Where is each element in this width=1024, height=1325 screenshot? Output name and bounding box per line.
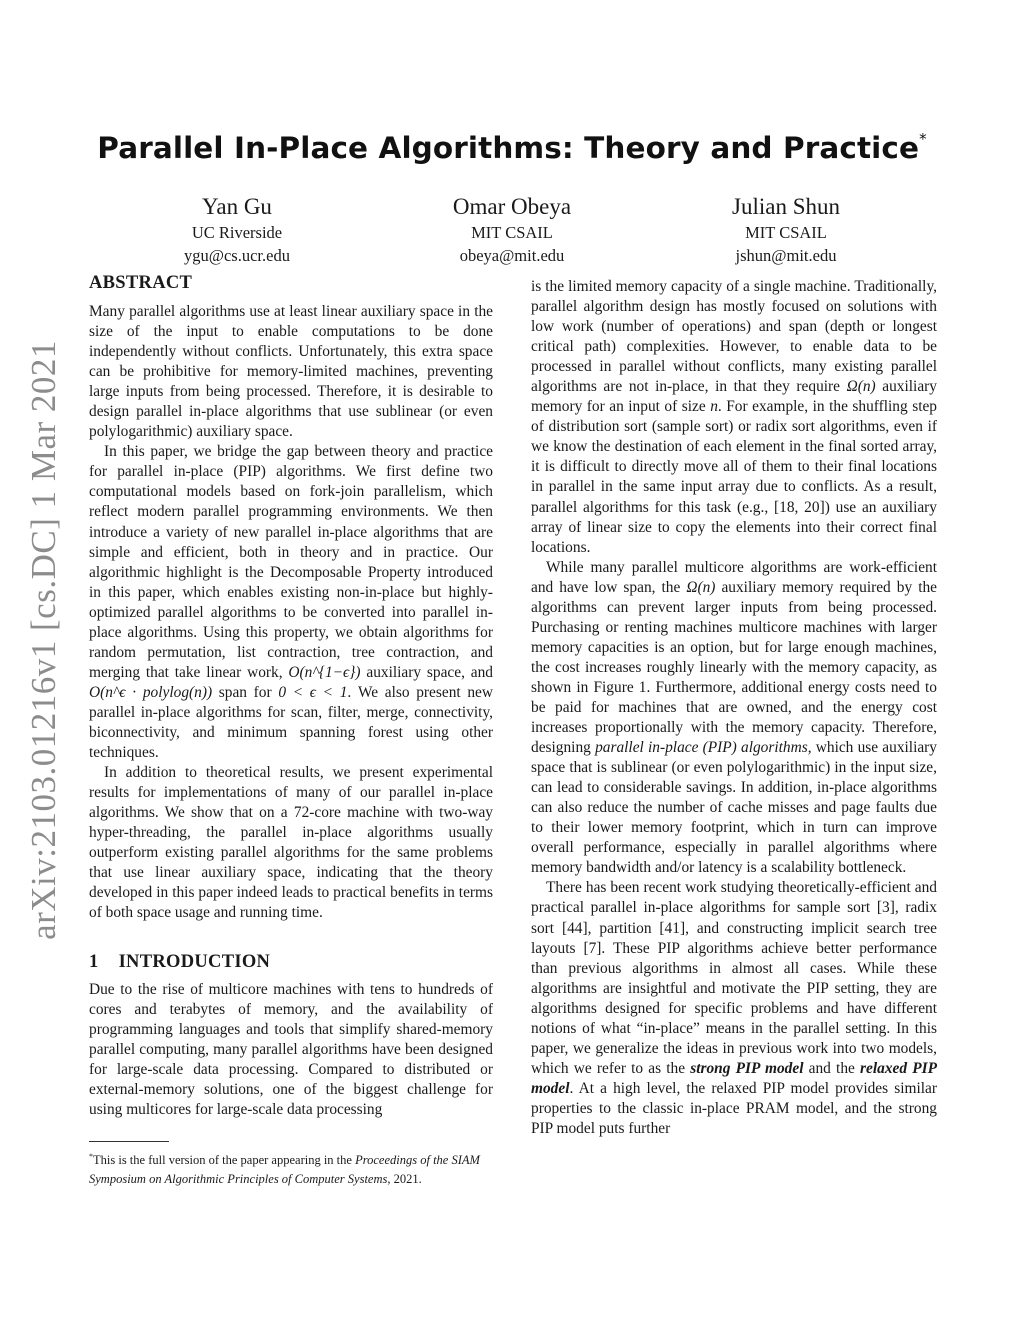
author-affiliation: MIT CSAIL [745,223,827,242]
math-omega: Ω(n) [846,378,876,396]
text-run: span for [212,683,279,701]
title-footnote-mark: * [919,130,927,149]
section-number: 1 [89,952,99,972]
text-run: and the [803,1059,861,1077]
abstract-paragraph-1: Many parallel algorithms use at least linear auxiliary space in the size of the input to enable computations to be done independently without conflicts. Unfortunately, this extra space can be prohibitive for memory-limited machines, preventing large inputs from being processed. Therefore, it is desirable to design parallel in-place algorithms that use sublinear (or even polylogarithmic) auxiliary space. [89,303,493,441]
text-run: auxiliary memory for an input of size [531,378,937,416]
intro-right-body [531,277,937,1139]
author-name: Omar Obeya [452,194,572,219]
text-run: This is the full version of the paper appearing in the [93,1153,356,1168]
author-block-2 [397,193,627,267]
math-range: 0 < ϵ < 1 [278,683,348,701]
text-run: . We also present new parallel in-place algorithms for scan, filter, merge, connectivity, biconnectivity, and minimum spanning forest using other techniques. [89,683,494,762]
text-run: In this paper, we bridge the gap between theory and practice for parallel in-place (PIP) algorithms. We first define two computational models based on fork-join parallelism, which reflect modern parallel programming environments. We then introduce a variety of new parallel in-place algorithms that are simple and efficient, both in theory and in practice. Our algorithmic highlight is the Decomposable Property introduced in this paper, which enables existing non-in-place but highly-optimized parallel algorithms to be converted into parallel in-place algorithms. Using this property, we obtain algorithms for random permutation, list contraction, tree contraction, and merging that take linear work, [89,443,493,681]
math-work: O(n^{1−ϵ}) [288,663,361,681]
math-n: n [710,398,718,416]
author-name: Julian Shun [732,194,840,219]
paper-title [0,131,1024,165]
text-run: auxiliary memory required by the algorithms can prevent larger inputs from being processed. Purchasing or renting machines multicore machines with larger memory capacities is an option, but for large enough machines, the cost increases roughly linearly with the memory capacity, as shown in Figure 1. Furthermore, additional energy costs need to be paid for machines that are owned, and the energy cost increases proportionally with the memory capacity. Therefore, designing [531,578,937,757]
author-block-3 [671,193,901,267]
arxiv-stamp [22,340,66,940]
intro-paragraph-1-cont [531,277,937,558]
intro-paragraph-1-start: Due to the rise of multicore machines with tens to hundreds of cores and terabytes of memory, and the availability of programming languages and tools that simplify shared-memory parallel computing, many parallel algorithms have been designed for large-scale data processing. Compared to distributed or external-memory solutions, one of the biggest challenge for using multicores for large-scale data processing [89,981,493,1119]
text-run: , 2021. [387,1172,422,1187]
author-email: jshun@mit.edu [735,246,837,265]
author-email: ygu@cs.ucr.edu [184,246,290,265]
intro-heading [89,952,270,973]
abstract-heading: ABSTRACT [89,273,193,293]
emphasis-pip-algorithms: parallel in-place (PIP) algorithms [595,739,808,757]
abstract-paragraph-3: In addition to theoretical results, we present experimental results for implementations of many of our parallel in-place algorithms. We show that on a 72-core machine with two-way hyper-threading, the parallel in-place algorithms usually outperform existing parallel algorithms for the same problems that use linear auxiliary space, indicating that the theory developed in this paper indeed leads to practical benefits in terms of both space usage and running time. [89,764,493,922]
intro-paragraph-2 [531,558,937,879]
footnote-venue: Proceedings of the SIAM Symposium on Algorithmic Principles of Computer Systems [89,1153,480,1187]
text-run: While many parallel multicore algorithms are work-efficient and have low span, the [531,558,937,596]
text-run: There has been recent work studying theoretically-efficient and practical parallel in-place algorithms for sample sort [3], radix sort [44], partition [41], and constructing implicit search tree layouts [7]. These PIP algorithms achieve better performance than previous algorithms in almost all cases. While these algorithms are insightful and motivate the PIP setting, they are algorithms designed for specific problems and have different notions of what “in-place” means in the parallel setting. In this paper, we generalize the ideas in previous work into two models, which we refer to as the [531,879,937,1077]
author-name: Yan Gu [202,194,272,219]
author-affiliation: MIT CSAIL [471,223,553,242]
author-email: obeya@mit.edu [459,246,565,265]
footnote-mark: * [89,1152,93,1161]
text-run: . At a high level, the relaxed PIP model provides similar properties to the classic in-place PRAM model, and the strong PIP model puts further [531,1079,937,1137]
section-title: INTRODUCTION [118,952,271,972]
intro-left-body [89,980,493,1120]
text-run: , which use auxiliary space that is sublinear (or even polylogarithmic) in the input size, can lead to considerable savings. In addition, in-place algorithms can also reduce the number of cache misses and page faults due to their lower memory footprint, which in turn can improve overall performance, especially in parallel algorithms where memory bandwidth and/or latency is a scalability bottleneck. [531,739,937,877]
title-text: Parallel In-Place Algorithms: Theory and Practice [97,131,920,165]
math-span: O(n^ϵ · polylog(n)) [89,683,213,701]
text-run: . For example, in the shuffling step of distribution sort (sample sort) or radix sort algorithms, even if we know the destination of each element in the final sorted array, it is difficult to directly move all of them to their final locations in parallel in the same input array due to conflicts. As a result, parallel algorithms for this task (e.g., [18, 20]) use an auxiliary array of linear size to copy the elements into their correct final locations. [531,398,937,556]
math-omega: Ω(n) [686,578,716,596]
abstract-paragraph-2 [89,442,493,763]
text-run: auxiliary space, and [360,663,493,681]
author-block-1 [122,193,352,267]
text-run: is the limited memory capacity of a single machine. Traditionally, parallel algorithm design has mostly focused on solutions with low work (number of operations) and span (depth or longest critical path) complexities. However, to enable data to be processed in parallel without conflicts, many existing parallel algorithms are not in-place, in that they require [531,278,937,396]
footnote-rule [89,1141,169,1142]
abstract-body [89,302,493,923]
author-affiliation: UC Riverside [191,223,283,242]
footnote [89,1147,493,1189]
intro-paragraph-3 [531,878,937,1139]
relaxed-pip-model: relaxed PIP model [531,1059,938,1097]
arxiv-id: arXiv:2103.01216v1 [cs.DC] 1 Mar 2021 [24,340,63,940]
strong-pip-model: strong PIP model [690,1059,804,1077]
